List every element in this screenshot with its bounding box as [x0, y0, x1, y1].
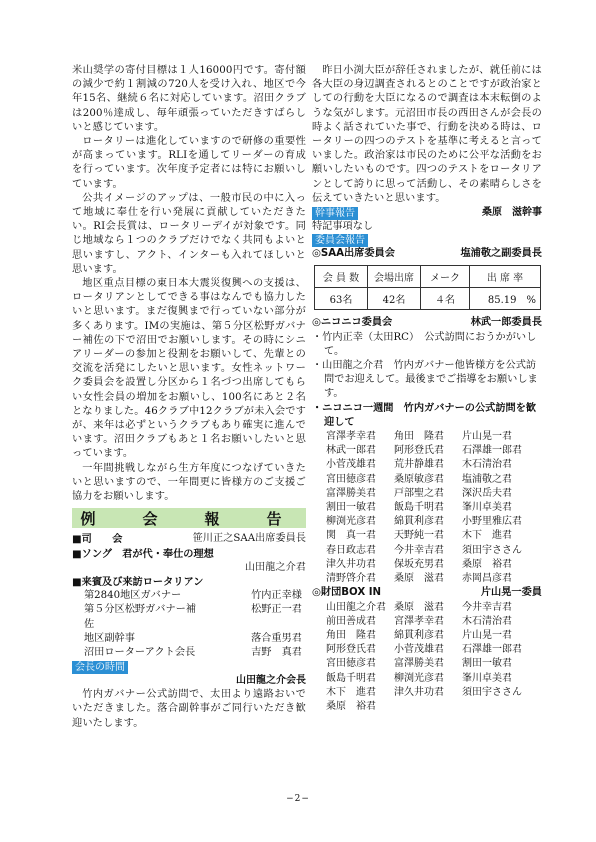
member-name: 柳渕光彦君: [326, 516, 376, 528]
guest-name: 竹内正幸様: [251, 590, 302, 602]
nikoniko-heading: ◎ニコニコ委員会: [312, 317, 393, 329]
saa-chair: 塩浦敬之副委員長: [460, 248, 542, 260]
member-name: 戸部聖之君: [394, 487, 444, 499]
member-name: 春日政志君: [326, 544, 376, 556]
member-name: 柳渕光彦君: [394, 672, 444, 684]
song-label: ■ソング 君が代・奉仕の理想: [72, 547, 214, 560]
member-name: 須田宇ささん: [462, 686, 522, 698]
nikoniko-chair: 林武一郎委員長: [470, 317, 542, 329]
guest-name: 落合重男君: [251, 632, 302, 644]
member-name: 富澤勝美君: [326, 487, 376, 499]
member-name: 赤岡昌彦君: [462, 573, 512, 585]
chair-row: [72, 532, 306, 546]
member-name: 飯島千明君: [394, 502, 444, 514]
member-name: 須田宇ささん: [462, 544, 522, 556]
member-name: 関 真一君: [326, 530, 376, 542]
guest-role: 第５分区松野ガバナー補佐: [84, 604, 197, 630]
right-column: [312, 64, 542, 714]
member-name: 宮澤孝幸君: [326, 431, 376, 443]
right-paragraph-block: [312, 64, 542, 206]
weekly-heading: ・ニコニコ一週間 竹内ガバナーの公式訪問を歓迎して: [312, 402, 537, 428]
member-name: 割田一敏君: [326, 502, 376, 514]
box-subhead: [312, 586, 542, 600]
member-name: 宮田徳彦君: [326, 473, 376, 485]
guest-list: [72, 589, 306, 660]
guests-label-row: [72, 575, 306, 589]
paragraph: 昨日小渕大臣が辞任されましたが、就任前には各大臣の身辺調査されるとのことですが政治家としての行動を大臣になるので調査は本末転倒のような気がします。元沼田市長の西田さんが会長の時よく話されていた事で、行動を決める時は、ロータリーの四つのテストを基準に考えると言っていました。政治家は市民のために公平な活動をお願いしたいものです。四つのテストをロータリアンとして誇りに思って活動し、その素晴らしさを伝えていきたいと思います。: [312, 65, 542, 204]
attendance-header-row: [315, 266, 541, 288]
guest-row: [84, 589, 306, 603]
box-names-grid: [312, 601, 542, 715]
member-name: 片山晃一君: [462, 431, 512, 443]
member-name: 山田龍之介君: [326, 601, 386, 613]
attendance-header: 会 員 数: [315, 266, 368, 288]
member-name: 峯川卓美君: [462, 502, 512, 514]
member-name: 深沢岳夫君: [462, 487, 512, 499]
member-name: 今井幸吉君: [462, 601, 512, 613]
member-name: 小野里雅広君: [462, 516, 522, 528]
attendance-value: 63名: [315, 288, 368, 310]
saa-subhead: [312, 247, 542, 261]
guest-role: 地区副幹事: [84, 632, 135, 644]
secretary-name: 桑原 滋幹事: [482, 207, 542, 219]
committee-report-tag: 委員会報告: [312, 234, 368, 247]
member-name: 木下 進君: [326, 686, 376, 698]
page-number: −2−: [286, 794, 310, 804]
attendance-header: 会場出席: [368, 266, 421, 288]
attendance-value: ４名: [421, 288, 470, 310]
guest-row: [84, 632, 306, 646]
guest-name: 吉野 真君: [251, 646, 302, 658]
attendance-value: 85.19 %: [470, 288, 541, 310]
meeting-report-heading: 例 会 報 告: [72, 508, 306, 528]
chair-name: 笹川正之SAA出席委員長: [192, 533, 306, 545]
guests-label: ■来賓及び来訪ロータリアン: [72, 575, 204, 588]
member-name: 桑原 裕君: [462, 558, 512, 570]
secretary-text-row: [312, 220, 542, 234]
chair-label: ■司 会: [72, 533, 123, 546]
member-name: 片山晃一君: [462, 629, 512, 641]
member-name: 阿形登氏君: [394, 445, 444, 457]
member-name: 桑原 裕君: [326, 700, 376, 712]
member-name: 割田一敏君: [462, 658, 512, 670]
attendance-header: 出 席 率: [470, 266, 541, 288]
secretary-report-line: [312, 206, 542, 220]
member-name: 木下 進君: [462, 530, 512, 542]
paragraph: 米山奨学の寄付目標は１人16000円です。寄付額の減少で約１割減の720人を受け入れ、地区で今年15名、継続６名に対応しています。沼田クラブは200％達成し、毎年頑張っていただきすばらしいと感じています。: [72, 65, 306, 133]
president-time-tag: 会長の時間: [72, 661, 128, 674]
member-name: 前田善成君: [326, 615, 376, 627]
president-text-block: [72, 688, 306, 731]
member-name: 天野純一君: [394, 530, 444, 542]
guest-row: [84, 646, 306, 660]
member-name: 峯川卓美君: [462, 672, 512, 684]
president-text: 竹内ガバナー公式訪問で、太田より遠路おいでいただきました。落合副幹事がご同行いただき歓迎いたします。: [72, 689, 306, 729]
member-name: 荒井静雄君: [394, 459, 444, 471]
secretary-report-tag: 幹事報告: [312, 207, 358, 220]
member-name: 津久井功君: [394, 686, 444, 698]
song-row: [72, 547, 306, 561]
left-column: [72, 64, 306, 731]
member-name: 石澤雄一郎君: [462, 445, 522, 457]
attendance-table: [314, 265, 541, 310]
box-heading: ◎財団BOX IN: [312, 587, 382, 599]
paragraph: 公共イメージのアップは、一般市民の中に入って地域に奉仕を行い発展に貢献していただきたい。RI会長賞は、ロータリーデイが対象です。同じ地域なら１つのクラブだけでなく共同もよいと思いますし、アクト、インターも入れてほしいと思います。: [72, 192, 306, 275]
member-name: 保坂充男君: [394, 558, 444, 570]
member-name: 桑原 滋君: [394, 573, 444, 585]
member-name: 角田 隆君: [326, 629, 376, 641]
member-name: 桑原敏彦君: [394, 473, 444, 485]
song-leader-row: [72, 561, 306, 575]
member-name: 清野啓介君: [326, 573, 376, 585]
guest-row: [84, 603, 306, 631]
guest-name: 松野正一君: [251, 604, 302, 616]
member-name: 富澤勝美君: [394, 658, 444, 670]
saa-heading: ◎SAA出席委員会: [312, 248, 395, 260]
president-name: 山田龍之介会長: [236, 675, 306, 687]
member-name: 小菅茂雄君: [326, 459, 376, 471]
nikoniko-item: ・山田龍之介君 竹内ガバナー他皆様方を公式訪問でお迎えして。最後までご指導をお願いします。: [312, 360, 538, 400]
member-name: 飯島千明君: [326, 672, 376, 684]
paragraph: 地区重点目標の東日本大震災復興への支援は、ロータリアンとしてできる事はなんでも協力したいと思います。まだ復興まで行っていない部分が多くあります。IMの実施は、第５分区松野ガバナー補佐の下で沼田でお願いします。その時にシニアリーダーの参加と役割をお願いして、先輩との交流を活発にしたいと思います。女性ネットワーク委員会を設置し分区から１名づつ出席してもらい女性会員の増加をお願いし、100名にあと２名となりました。46クラブ中12クラブが未入会ですが、来年は必ずというクラブもあり確実に進んでいます。沼田クラブもあと１名お願いしたいと思っています。: [72, 278, 306, 460]
weekly-names-grid: [312, 430, 542, 586]
left-paragraphs: [72, 64, 306, 504]
paragraph: 一年間挑戦しながら生方年度につなげていきたいと思いますので、一年間更に皆様方のご支援ご協力をお願いします。: [72, 462, 306, 503]
guest-role: 第2840地区ガバナー: [84, 590, 182, 602]
member-name: 今井幸吉君: [394, 544, 444, 556]
member-name: 木石清治君: [462, 459, 512, 471]
member-name: 林武一郎君: [326, 445, 376, 457]
member-name: 木石清治君: [462, 615, 512, 627]
nikoniko-subhead: [312, 316, 542, 330]
member-name: 綿貫利彦君: [394, 629, 444, 641]
president-time-line: [72, 661, 306, 674]
nikoniko-item: ・竹内正幸（太田RC） 公式訪問におうかがいして。: [312, 331, 537, 357]
president-name-line: [72, 674, 306, 688]
secretary-text: 特記事項なし: [312, 221, 374, 233]
member-name: 綿貫利彦君: [394, 516, 444, 528]
attendance-header: メーク: [421, 266, 470, 288]
attendance-value: 42名: [368, 288, 421, 310]
member-name: 石澤雄一郎君: [462, 644, 522, 656]
guest-role: 沼田ローターアクト会長: [84, 646, 196, 658]
paragraph: ロータリーは進化していますので研修の重要性が高まっています。RLIを通してリーダーの育成を行っています。次年度予定者には特にお願いしています。: [72, 136, 306, 190]
committee-report-line: [312, 234, 542, 247]
member-name: 津久井功君: [326, 558, 376, 570]
member-name: 塩浦敬之君: [462, 473, 512, 485]
attendance-value-row: [315, 288, 541, 310]
song-leader: 山田龍之介君: [244, 561, 306, 573]
box-chair: 片山晃一委員: [480, 587, 542, 599]
member-name: 小菅茂雄君: [394, 644, 444, 656]
member-name: 宮澤孝幸君: [394, 615, 444, 627]
member-name: 角田 隆君: [394, 431, 444, 443]
member-name: 宮田徳彦君: [326, 658, 376, 670]
member-name: 桑原 滋君: [394, 601, 444, 613]
member-name: 阿形登氏君: [326, 644, 376, 656]
